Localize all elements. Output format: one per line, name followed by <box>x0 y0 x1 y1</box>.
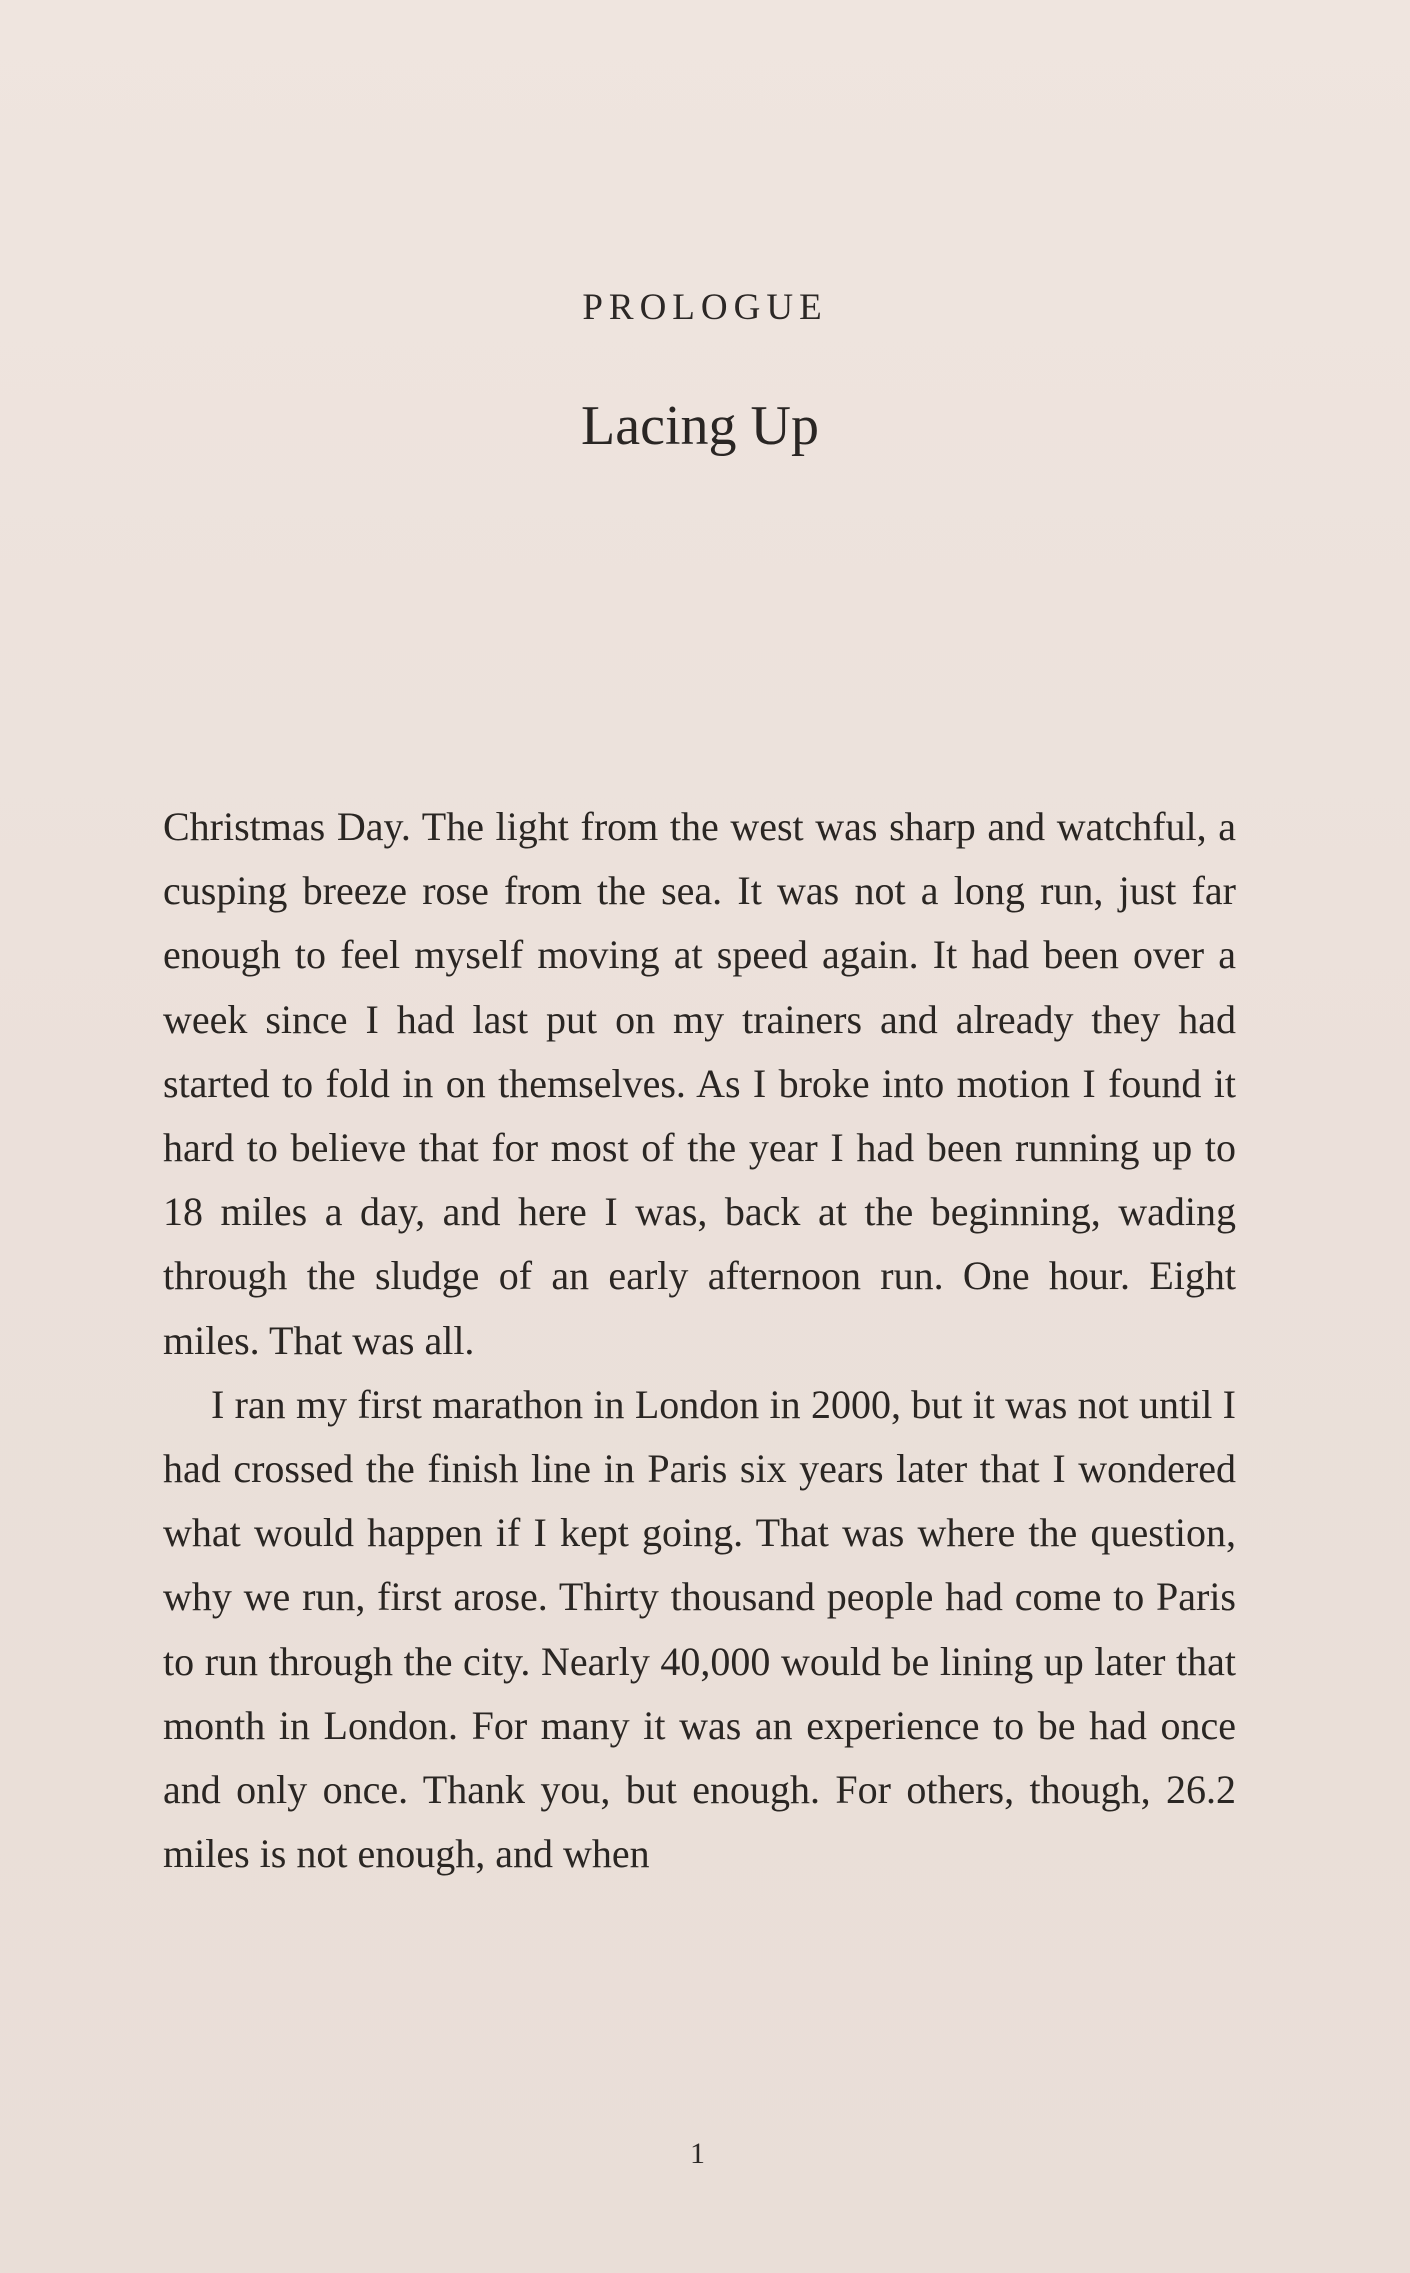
chapter-title: Lacing Up <box>581 395 819 457</box>
body-text <box>163 795 1236 1886</box>
paragraph: Christmas Day. The light from the west was sharp and watchful, a cusping breeze rose from the sea. It was not a long run, just far enough to feel myself moving at speed again. It had been over a week since I had last put on my trainers and already they had started to fold in on themselves. As I broke into motion I found it hard to believe that for most of the year I had been running up to 18 miles a day, and here I was, back at the beginning, wading through the sludge of an early afternoon run. One hour. Eight miles. That was all. <box>163 804 1236 1363</box>
paragraph: I ran my first marathon in London in 2000, but it was not until I had crossed the finish line in Paris six years later that I wondered what would happen if I kept going. That was where the question, why we run, first arose. Thirty thousand people had come to Paris to run through the city. Nearly 40,000 would be lining up later that month in London. For many it was an experience to be had once and only once. Thank you, but enough. For others, though, 26.2 miles is not enough, and when <box>163 1381 1236 1877</box>
page-number: 1 <box>690 2137 705 2170</box>
section-label: PROLOGUE <box>582 287 828 328</box>
bleed-through-text <box>150 215 1230 279</box>
